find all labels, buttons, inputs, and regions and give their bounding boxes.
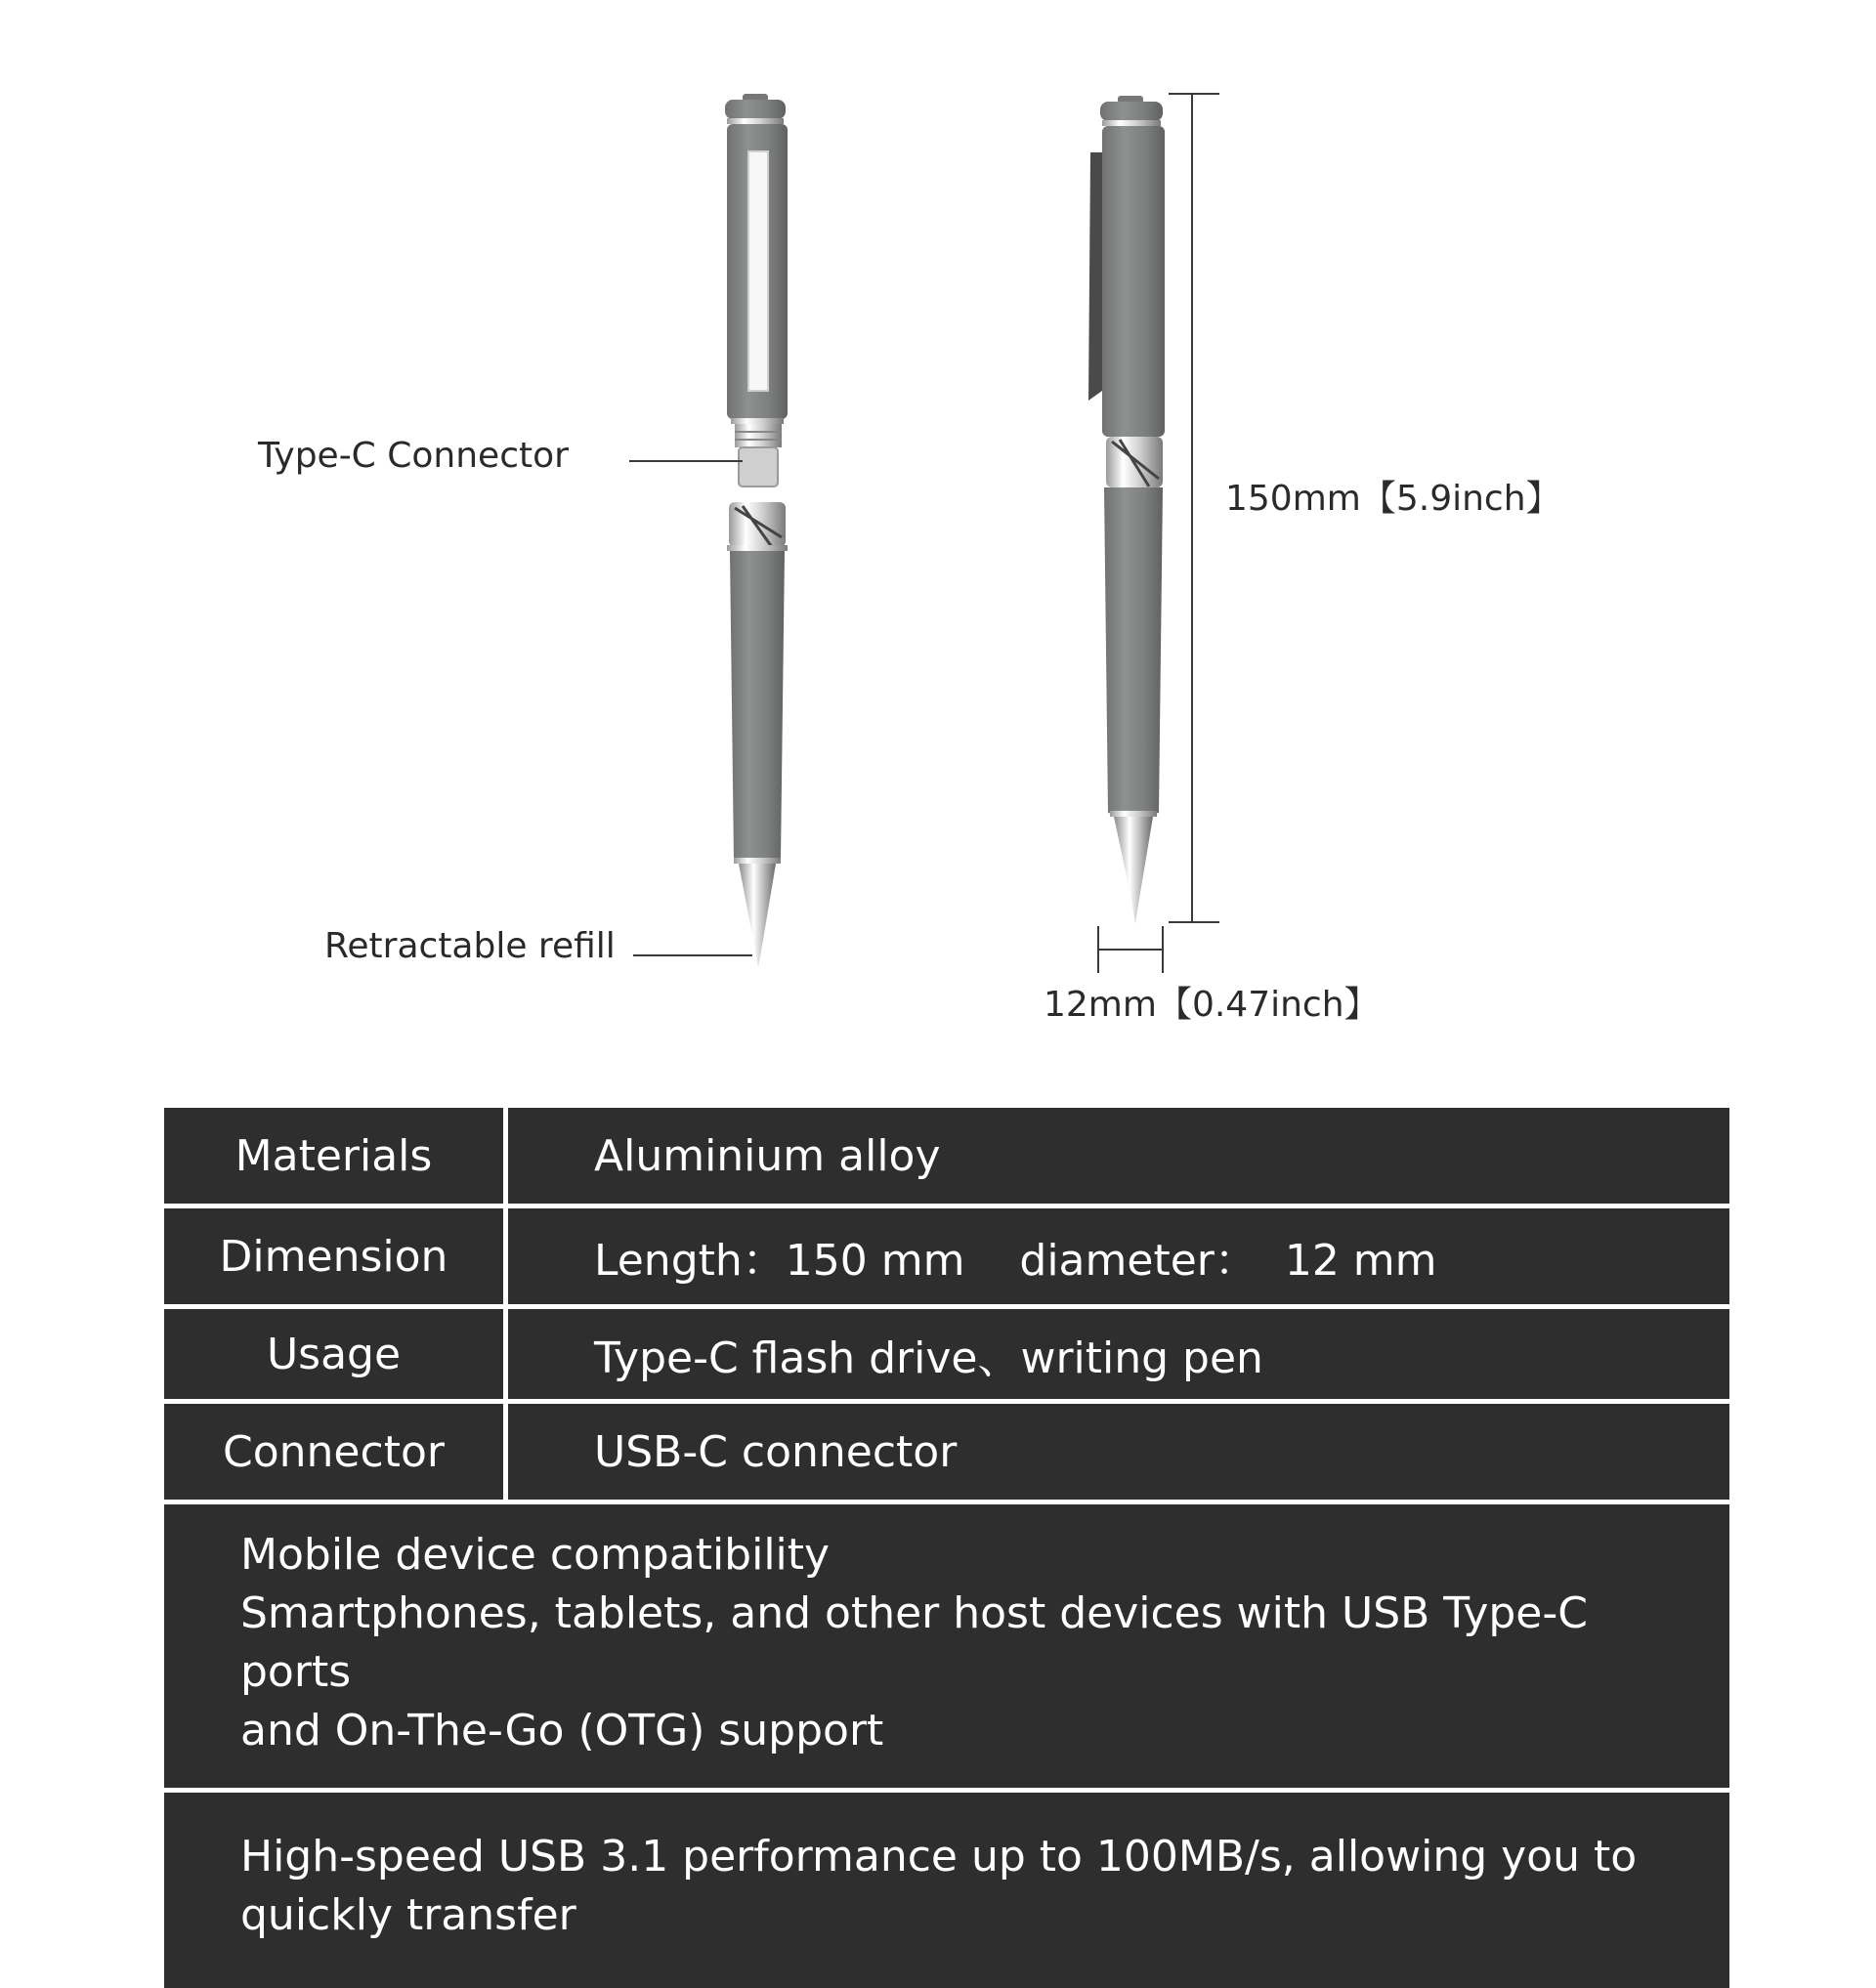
type-c-plug	[735, 424, 782, 486]
spec-key: Usage	[164, 1309, 508, 1399]
retractable-refill-label: Retractable refill	[324, 926, 616, 966]
diameter-dimension-label: 12mm【0.47inch】	[1044, 985, 1380, 1025]
spec-row-materials	[164, 1108, 1729, 1204]
pen-left-cap	[725, 94, 788, 424]
spec-table	[164, 1108, 1729, 1988]
spec-key: Connector	[164, 1404, 508, 1500]
spec-row-usage	[164, 1309, 1729, 1399]
speed-line-2: quickly transfer	[240, 1890, 576, 1940]
spec-row-speed	[164, 1793, 1729, 1988]
compat-line-2: and On-The-Go (OTG) support	[240, 1706, 884, 1755]
spec-value: Length：150 mm diameter： 12 mm	[594, 1236, 1437, 1286]
spec-key: Dimension	[164, 1208, 508, 1304]
spec-value: Type-C flash drive、writing pen	[594, 1333, 1263, 1383]
length-dimension-label: 150mm【5.9inch】	[1225, 479, 1561, 519]
type-c-connector-label: Type-C Connector	[258, 436, 569, 476]
compat-title: Mobile device compatibility	[240, 1530, 831, 1580]
pen-right	[1088, 96, 1165, 924]
spec-row-compatibility	[164, 1504, 1729, 1788]
spec-value: Aluminium alloy	[594, 1130, 941, 1181]
spec-row-connector	[164, 1404, 1729, 1500]
speed-line-1: High-speed USB 3.1 performance up to 100MB/s, allowing you to	[240, 1832, 1638, 1882]
spec-row-dimension	[164, 1208, 1729, 1304]
compat-line-1: Smartphones, tablets, and other host devices with USB Type-C ports	[240, 1588, 1588, 1697]
spec-key: Materials	[164, 1108, 508, 1204]
pen-left-barrel	[727, 502, 788, 967]
spec-value: USB-C connector	[594, 1426, 958, 1477]
